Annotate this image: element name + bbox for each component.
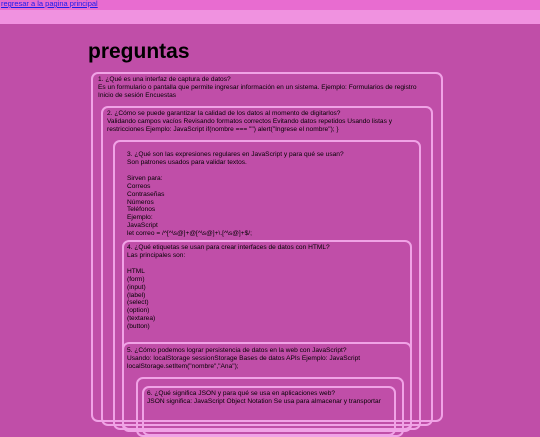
back-to-home-link[interactable]: regresar a la pagina principal: [1, 0, 98, 8]
secondary-bar: [0, 10, 540, 24]
question-5-answer: Usando: localStorage sessionStorage Bases de datos APIs Ejemplo: JavaScript localStorage.setItem("nombre","Ana");: [127, 355, 361, 370]
question-2-answer: Validando campos vacíos Revisando formatos correctos Evitando datos repetidos Usando listas y restricciones Ejemplo: JavaScript if(nombre === "") alert("Ingrese el nombre"); }: [107, 118, 393, 133]
page-title: preguntas: [88, 40, 190, 63]
question-4-title: 4. ¿Qué etiquetas se usan para crear interfaces de datos con HTML?: [127, 244, 330, 251]
question-2-title: 2. ¿Cómo se puede garantizar la calidad de los datos al momento de digitarlos?: [107, 110, 341, 117]
question-3-title: 3. ¿Qué son las expresiones regulares en JavaScript y para qué se usan?: [127, 151, 344, 158]
top-nav-bar: [0, 0, 540, 10]
question-4-answer: Las principales son: HTML (form) (input) (label) (select) (option) (textarea) (button): [127, 252, 186, 331]
question-1-answer: Es un formulario o pantalla que permite ingresar información en un sistema. Ejemplo: Formularios de registro Inicio de sesión Encuestas: [98, 84, 417, 99]
question-1-title: 1. ¿Qué es una interfaz de captura de datos?: [98, 76, 231, 83]
question-3-answer: Son patrones usados para validar textos. Sirven para: Correos Contraseñas Números Teléfonos Ejemplo: JavaScript let correo = /^[^\s@]+@[^\s@]+\.[^\s@]+$/;: [127, 159, 252, 238]
question-6-answer: JSON significa: JavaScript Object Notation Se usa para almacenar y transportar: [147, 398, 381, 405]
question-5-title: 5. ¿Cómo podemos lograr persistencia de datos en la web con JavaScript?: [127, 347, 347, 354]
question-6-title: 6. ¿Qué significa JSON y para qué se usa en aplicaciones web?: [147, 390, 336, 397]
